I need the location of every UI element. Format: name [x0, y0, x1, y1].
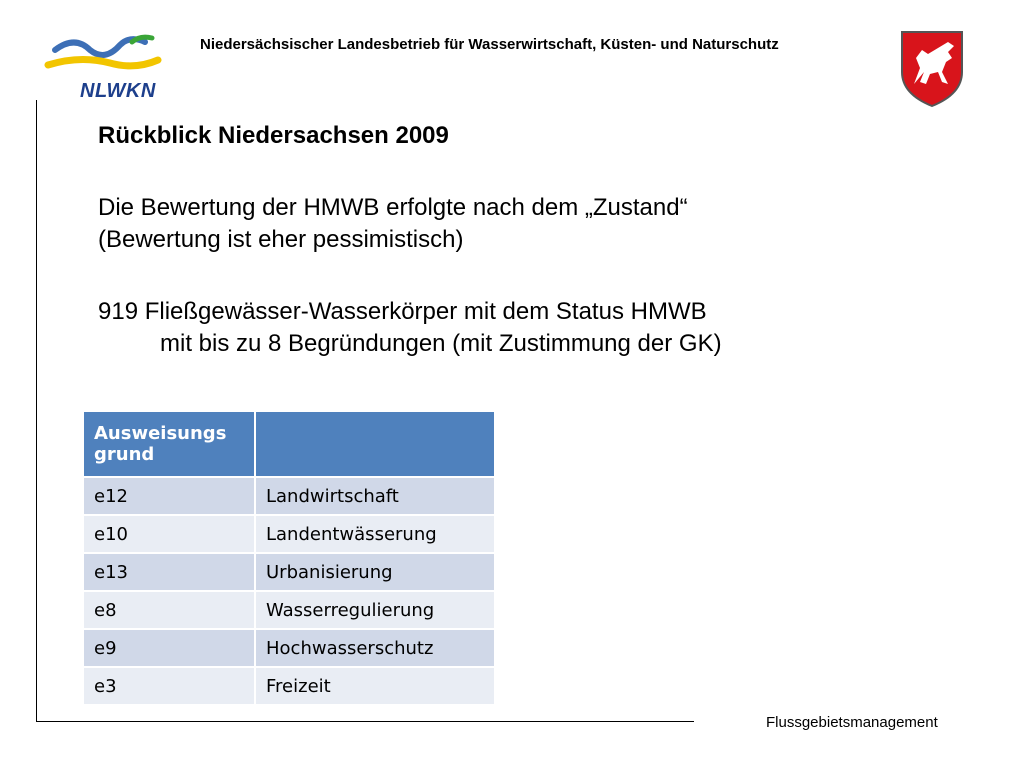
table-row: [83, 667, 495, 705]
text-line: mit bis zu 8 Begründungen (mit Zustimmung der GK): [160, 330, 722, 357]
table-row: [83, 553, 495, 591]
table-header-cell: Ausweisungs grund: [83, 411, 255, 477]
table-row: [83, 477, 495, 515]
nlwkn-logo: [40, 30, 170, 105]
table-cell-label: Landwirtschaft: [255, 477, 495, 515]
lower-saxony-crest-icon: [898, 28, 966, 108]
table-cell-code: e9: [83, 629, 255, 667]
organization-name: Niedersächsischer Landesbetrieb für Wasserwirtschaft, Küsten- und Naturschutz: [200, 36, 779, 53]
table-cell-label: Freizeit: [255, 667, 495, 705]
logo-text: NLWKN: [80, 80, 156, 102]
table-row: [83, 629, 495, 667]
table-cell-code: e10: [83, 515, 255, 553]
text-line: (Bewertung ist eher pessimistisch): [98, 226, 464, 253]
slide-content: [98, 120, 978, 360]
table-cell-label: Urbanisierung: [255, 553, 495, 591]
reasons-table: [82, 410, 496, 706]
table-cell-code: e3: [83, 667, 255, 705]
table-cell-label: Landentwässerung: [255, 515, 495, 553]
table-row: [83, 591, 495, 629]
text-line: Die Bewertung der HMWB erfolgte nach dem „Zustand“: [98, 194, 688, 221]
table-row: [83, 515, 495, 553]
table-cell-label: Wasserregulierung: [255, 591, 495, 629]
table-cell-code: e13: [83, 553, 255, 591]
table-cell-label: Hochwasserschutz: [255, 629, 495, 667]
table-cell-code: e8: [83, 591, 255, 629]
wave-logo-icon: [40, 30, 170, 85]
text-line: 919 Fließgewässer-Wasserkörper mit dem Status HMWB: [98, 298, 707, 325]
left-rule: [36, 100, 37, 722]
footer-text: Flussgebietsmanagement: [766, 714, 938, 731]
table-cell-code: e12: [83, 477, 255, 515]
slide-title: Rückblick Niedersachsen 2009: [98, 122, 449, 149]
table-header-cell: [255, 411, 495, 477]
table-header-row: [83, 411, 495, 477]
bottom-rule: [36, 721, 694, 722]
